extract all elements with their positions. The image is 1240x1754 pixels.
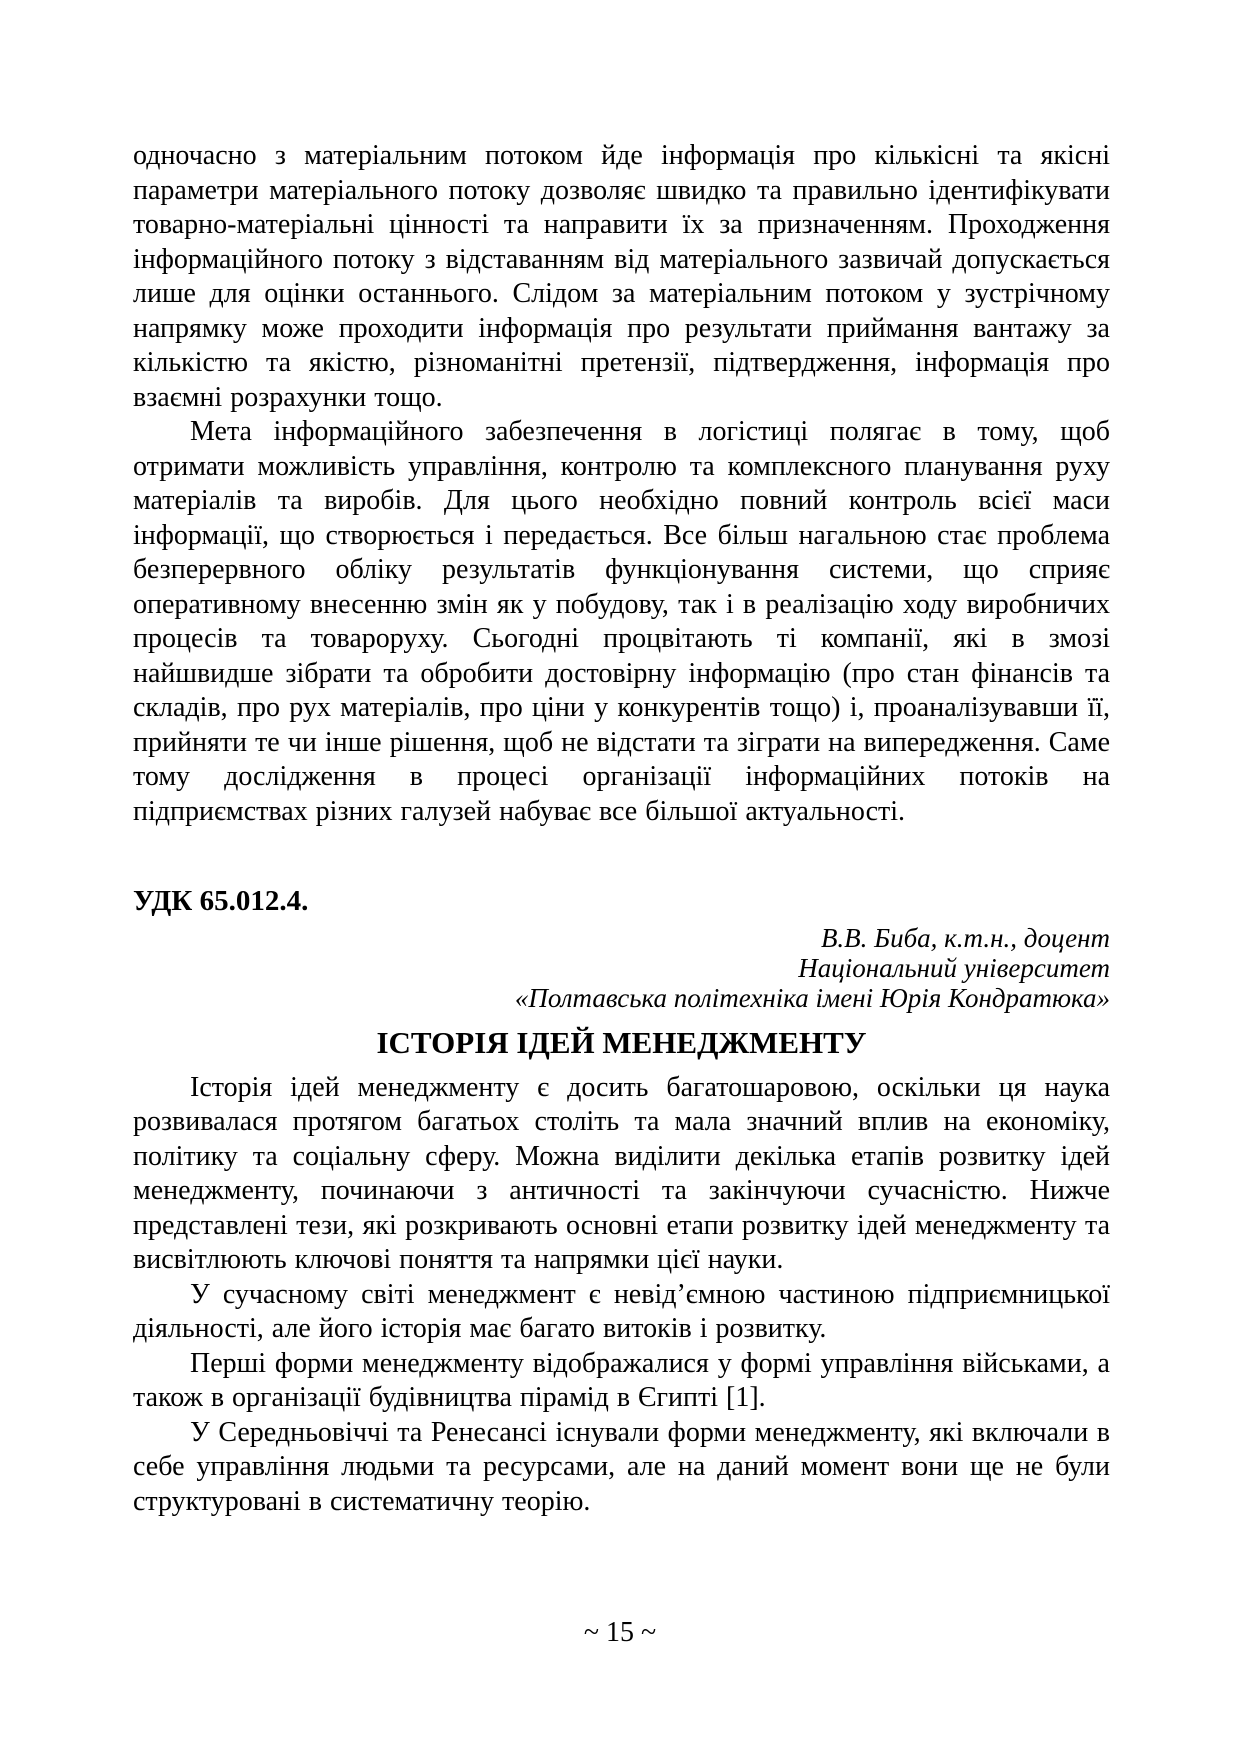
article-paragraph-1: Історія ідей менеджменту є досить багатошаровою, оскільки ця наука розвивалася протягом багатьох століть та мала значний вплив на економіку, політику та соціальну сферу. Можна виділити декілька етапів розвитку ідей менеджменту, починаючи з античності та закінчуючи сучасністю. Нижче представлені тези, які розкривають основні етапи розвитку ідей менеджменту та висвітлюють ключові поняття та напрямки цієї науки.: [133, 1071, 1110, 1275]
article-paragraph-2: У сучасному світі менеджмент є невід’ємною частиною підприємницької діяльності, але його історія має багато витоків і розвитку.: [133, 1278, 1110, 1344]
article-title: ІСТОРІЯ ІДЕЙ МЕНЕДЖМЕНТУ: [376, 1024, 867, 1060]
article-paragraph-4: У Середньовіччі та Ренесансі існували форми менеджменту, які включали в себе управління людьми та ресурсами, але на даний момент вони ще не були структуровані в систематичну теорію.: [133, 1416, 1110, 1517]
udc-heading: УДК 65.012.4.: [133, 885, 309, 917]
intro-paragraph-1: одночасно з матеріальним потоком йде інформація про кількісні та якісні параметри матеріального потоку дозволяє швидко та правильно ідентифікувати товарно-матеріальні цінності та направити їх за призначенням. Проходження інформаційного потоку з відставанням від матеріального зазвичай допускається лише для оцінки останнього. Слідом за матеріальним потоком у зустрічному напрямку може проходити інформація про результати приймання вантажу за кількістю та якістю, різноманітні претензії, підтвердження, інформація про взаємні розрахунки тощо.: [133, 140, 1110, 413]
page-content: [133, 139, 1110, 1519]
affiliation-line-1: Національний університет: [798, 952, 1110, 983]
intro-paragraph-2: Мета інформаційного забезпечення в логістиці полягає в тому, щоб отримати можливість управління, контролю та комплексного планування руху матеріалів та виробів. Для цього необхідно повний контроль всієї маси інформації, що створюється і передається. Все більш нагальною стає проблема безперервного обліку результатів функціонування системи, що сприяє оперативному внесенню змін як у побудову, так і в реалізацію ходу виробничих процесів та товароруху. Сьогодні процвітають ті компанії, які в змозі найшвидше зібрати та обробити достовірну інформацію (про стан фінансів та складів, про рух матеріалів, про ціни у конкурентів тощо) і, проаналізувавши її, прийняти те чи інше рішення, щоб не відстати та зіграти на випередження. Саме тому дослідження в процесі організації інформаційних потоків на підприємствах різних галузей набуває все більшої актуальності.: [133, 416, 1110, 827]
byline: [133, 923, 1110, 1013]
author-line: В.В. Биба, к.т.н., доцент: [820, 922, 1110, 953]
affiliation-line-2: «Полтавська політехніка імені Юрія Кондратюка»: [514, 982, 1110, 1013]
article-paragraph-3: Перші форми менеджменту відображалися у формі управління військами, а також в організації будівництва пірамід в Єгипті [1].: [133, 1347, 1110, 1413]
page-number: ~ 15 ~: [583, 1617, 657, 1648]
